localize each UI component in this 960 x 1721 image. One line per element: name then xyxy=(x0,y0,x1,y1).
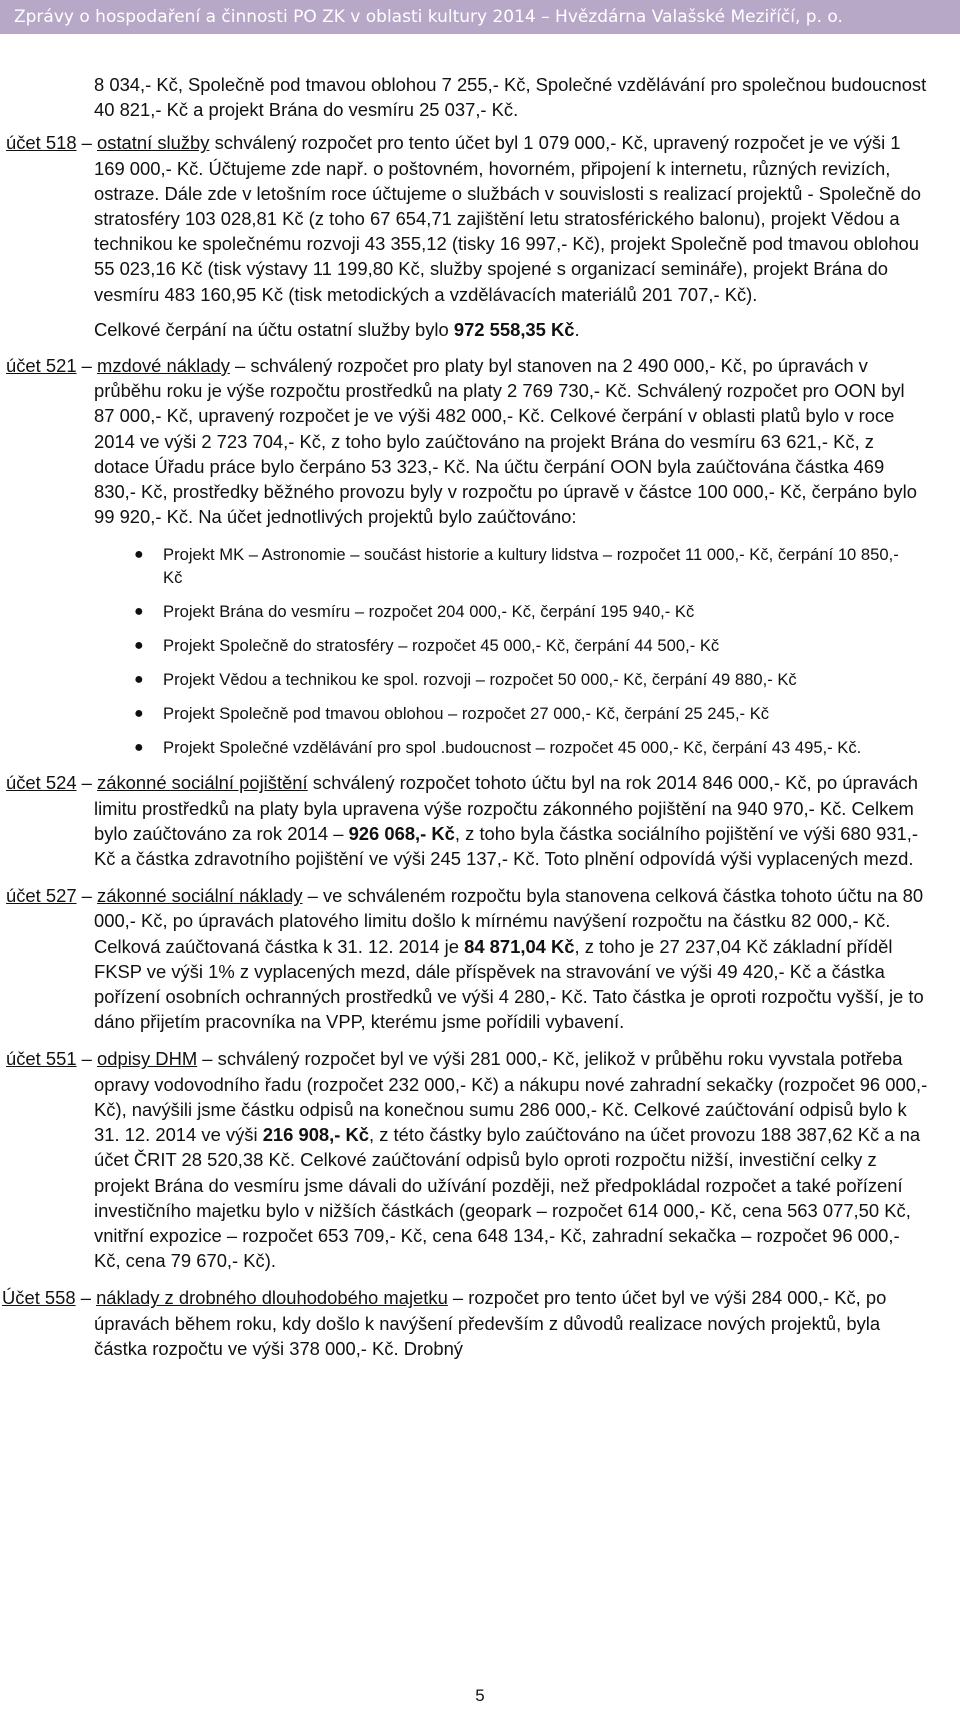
account-558-paragraph: Účet 558 – náklady z drobného dlouhodobého majetku – rozpočet pro tento účet byl ve výši 284 000,- Kč, po úpravách během roku, kdy došlo k navýšení především z důvodů realizace nových projektů, byla částka rozpočtu ve výši 378 000,- Kč. Drobný xyxy=(2,1287,887,1359)
account-527-total: 84 871,04 Kč xyxy=(464,935,575,957)
account-521-name: mzdové náklady xyxy=(97,355,230,377)
account-518-paragraph: účet 518 – ostatní služby schválený rozpočet pro tento účet byl 1 079 000,- Kč, upravený rozpočet je ve výši 1 169 000,- Kč. Účtujeme zde např. o poštovném, hovorném, připojení k internetu, různých revizích, ostraze. Dále zde v letošním roce účtujeme o službách v souvislosti s realizací projektů - Společně do stratosféry 103 028,81 Kč (z toho 67 654,71 zajištění letu stratosférického balonu), projekt Vědou a technikou ke společnému rozvoji 43 355,12 (tisky 16 997,- Kč), projekt Společně pod tmavou oblohou 55 023,16 Kč (tisk výstavy 11 199,80 Kč, služby spojené s organizací semináře), projekt Brána do vesmíru 483 160,95 Kč (tisk metodických a vzdělávacích materiálů 201 707,- Kč). xyxy=(6,132,921,305)
account-527-paragraph: účet 527 – zákonné sociální náklady – ve schváleném rozpočtu byla stanovena celková částka tohoto účtu na 80 000,- Kč, po úpravách platového limitu došlo k mírnému navýšení rozpočtu na částku 82 000,- Kč. Celková zaúčtovaná částka k 31. 12. 2014 je 84 871,04 Kč, z toho je 27 237,04 Kč základní příděl FKSP ve výši 1% z vyplacených mezd, dále příspěvek na stravování ve výši 49 420,- Kč a částka pořízení osobních ochranných prostředků ve výši 4 280,- Kč. Tato částka je oproti rozpočtu vyšší, je to dáno přijetím pracovníka na VPP, kterému jsme pořídili vybavení. xyxy=(6,885,924,1033)
account-524-name: zákonné sociální pojištění xyxy=(97,772,308,794)
account-551-paragraph: účet 551 – odpisy DHM – schválený rozpočet byl ve výši 281 000,- Kč, jelikož v průběhu roku vyvstala potřeba opravy vodovodního řadu (rozpočet 232 000,- Kč) a nákupu nové zahradní sekačky (rozpočet 96 000,- Kč), navýšili jsme částku odpisů na konečnou sumu 286 000,- Kč. Celkové zaúčtování odpisů bylo k 31. 12. 2014 ve výši 216 908,- Kč, z této částky bylo zaúčtováno na účet provozu 188 387,62 Kč a na účet ČRIT 28 520,38 Kč. Celkové zaúčtování odpisů bylo oproti rozpočtu nižší, investiční celky z projekt Brána do vesmíru jsme dávali do užívání později, než předpokládal rozpočet a také pořízení investičního majetku bylo v nižších částkách (geopark – rozpočet 614 000,- Kč, cena 563 077,50 Kč, vnitřní expozice – rozpočet 653 709,- Kč, cena 648 134,- Kč, zahradní sekačka – rozpočet 96 000,- Kč, cena 79 670,- Kč). xyxy=(6,1048,928,1272)
list-item: ● Projekt Společně do stratosféry – rozpočet 45 000,- Kč, čerpání 44 500,- Kč xyxy=(134,636,720,656)
document-header xyxy=(0,0,960,34)
account-521-text: schválený rozpočet pro platy byl stanoven na 2 490 000,- Kč, po úpravách v průběhu roku je výše rozpočtu prostředků na platy 2 769 730,- Kč. Schválený rozpočet pro OON byl 87 000,- Kč, upravený rozpočet je ve výši 482 000,- Kč. Celkové čerpání v oblasti platů bylo v roce 2014 ve výši 2 723 704,- Kč, z toho bylo zaúčtováno na projekt Brána do vesmíru 63 621,- Kč, z dotace Úřadu práce bylo čerpáno 53 323,- Kč. Na účtu čerpání OON byla zaúčtována částka 469 830,- Kč, prostředky běžného provozu byly v rozpočtu po úpravě v částce 100 000,- Kč, čerpáno bylo 99 920,- Kč. Na účet jednotlivých projektů bylo zaúčtováno: xyxy=(94,355,917,528)
bullet-icon: ● xyxy=(134,637,144,655)
project-list xyxy=(0,543,960,759)
bullet-icon: ● xyxy=(134,603,144,621)
account-558-number: Účet 558 xyxy=(2,1287,76,1309)
bullet-icon: ● xyxy=(134,739,144,757)
bullet-icon: ● xyxy=(134,671,144,689)
account-518-number: účet 518 xyxy=(6,132,77,154)
account-518-name: ostatní služby xyxy=(97,132,210,154)
list-item: ● Projekt Brána do vesmíru – rozpočet 204 000,- Kč, čerpání 195 940,- Kč xyxy=(134,602,695,622)
page-body xyxy=(0,34,960,1361)
account-518-text: schválený rozpočet pro tento účet byl 1 079 000,- Kč, upravený rozpočet je ve výši 1 169 000,- Kč. Účtujeme zde např. o poštovném, hovorném, připojení k internetu, různých revizích, ostraze. Dále zde v letošním roce účtujeme o službách v souvislosti s realizací projektů - Společně do stratosféry 103 028,81 Kč (z toho 67 654,71 zajištění letu stratosférického balonu), projekt Vědou a technikou ke společnému rozvoji 43 355,12 (tisky 16 997,- Kč), projekt Společně pod tmavou oblohou 55 023,16 Kč (tisk výstavy 11 199,80 Kč, služby spojené s organizací semináře), projekt Brána do vesmíru 483 160,95 Kč (tisk metodických a vzdělávacích materiálů 201 707,- Kč). xyxy=(94,132,921,305)
account-551-total: 216 908,- Kč xyxy=(262,1124,370,1146)
bullet-icon: ● xyxy=(134,546,144,564)
account-551-name: odpisy DHM xyxy=(97,1048,198,1070)
list-item: ● Projekt Vědou a technikou ke spol. rozvoji – rozpočet 50 000,- Kč, čerpání 49 880,- Kč xyxy=(134,670,797,690)
account-524-total: 926 068,- Kč xyxy=(348,822,455,844)
account-524-number: účet 524 xyxy=(6,772,77,794)
list-item: ● Projekt Společně pod tmavou oblohou – rozpočet 27 000,- Kč, čerpání 25 245,- Kč xyxy=(134,704,770,724)
document-header-title: Zprávy o hospodaření a činnosti PO ZK v oblasti kultury 2014 – Hvězdárna Valašské Meziříčí, p. o. xyxy=(14,7,843,27)
list-item: ● Projekt MK – Astronomie – součást historie a kultury lidstva – rozpočet 11 000,- Kč, čerpání 10 850,- Kč xyxy=(134,545,899,588)
page-number: 5 xyxy=(475,1686,485,1705)
account-518-total-label: Celkové čerpání na účtu ostatní služby bylo xyxy=(94,318,454,340)
account-524-paragraph: účet 524 – zákonné sociální pojištění schválený rozpočet tohoto účtu byl na rok 2014 846 000,- Kč, po úpravách limitu prostředků na platy byla upravena výše rozpočtu zákonného pojištění na 940 970,- Kč. Celkem bylo zaúčtováno za rok 2014 – 926 068,- Kč, z toho byla částka sociálního pojištění ve výši 680 931,- Kč a částka zdravotního pojištění ve výši 245 137,- Kč. Toto plnění odpovídá výši vyplacených mezd. xyxy=(6,772,919,870)
account-527-name: zákonné sociální náklady xyxy=(97,885,303,907)
account-518-total: Celkové čerpání na účtu ostatní služby bylo 972 558,35 Kč. xyxy=(94,318,580,340)
account-527-number: účet 527 xyxy=(6,885,77,907)
account-518-total-value: 972 558,35 Kč xyxy=(453,318,575,340)
account-551-number: účet 551 xyxy=(6,1048,77,1070)
account-558-name: náklady z drobného dlouhodobého majetku xyxy=(96,1287,448,1309)
account-521-paragraph: účet 521 – mzdové náklady – schválený rozpočet pro platy byl stanoven na 2 490 000,- Kč, po úpravách v průběhu roku je výše rozpočtu prostředků na platy 2 769 730,- Kč. Schválený rozpočet pro OON byl 87 000,- Kč, upravený rozpočet je ve výši 482 000,- Kč. Celkové čerpání v oblasti platů bylo v roce 2014 ve výši 2 723 704,- Kč, z toho bylo zaúčtováno na projekt Brána do vesmíru 63 621,- Kč, z dotace Úřadu práce bylo čerpáno 53 323,- Kč. Na účtu čerpání OON byla zaúčtována částka 469 830,- Kč, prostředky běžného provozu byly v rozpočtu po úpravě v částce 100 000,- Kč, čerpáno bylo 99 920,- Kč. Na účet jednotlivých projektů bylo zaúčtováno: xyxy=(6,355,917,528)
bullet-icon: ● xyxy=(134,705,144,723)
account-521-number: účet 521 xyxy=(6,355,77,377)
list-item: ● Projekt Společné vzdělávání pro spol .budoucnost – rozpočet 45 000,- Kč, čerpání 43 495,- Kč. xyxy=(134,738,862,758)
intro-paragraph: 8 034,- Kč, Společně pod tmavou oblohou 7 255,- Kč, Společné vzdělávání pro společnou budoucnost 40 821,- Kč a projekt Brána do vesmíru 25 037,- Kč. xyxy=(94,74,927,121)
